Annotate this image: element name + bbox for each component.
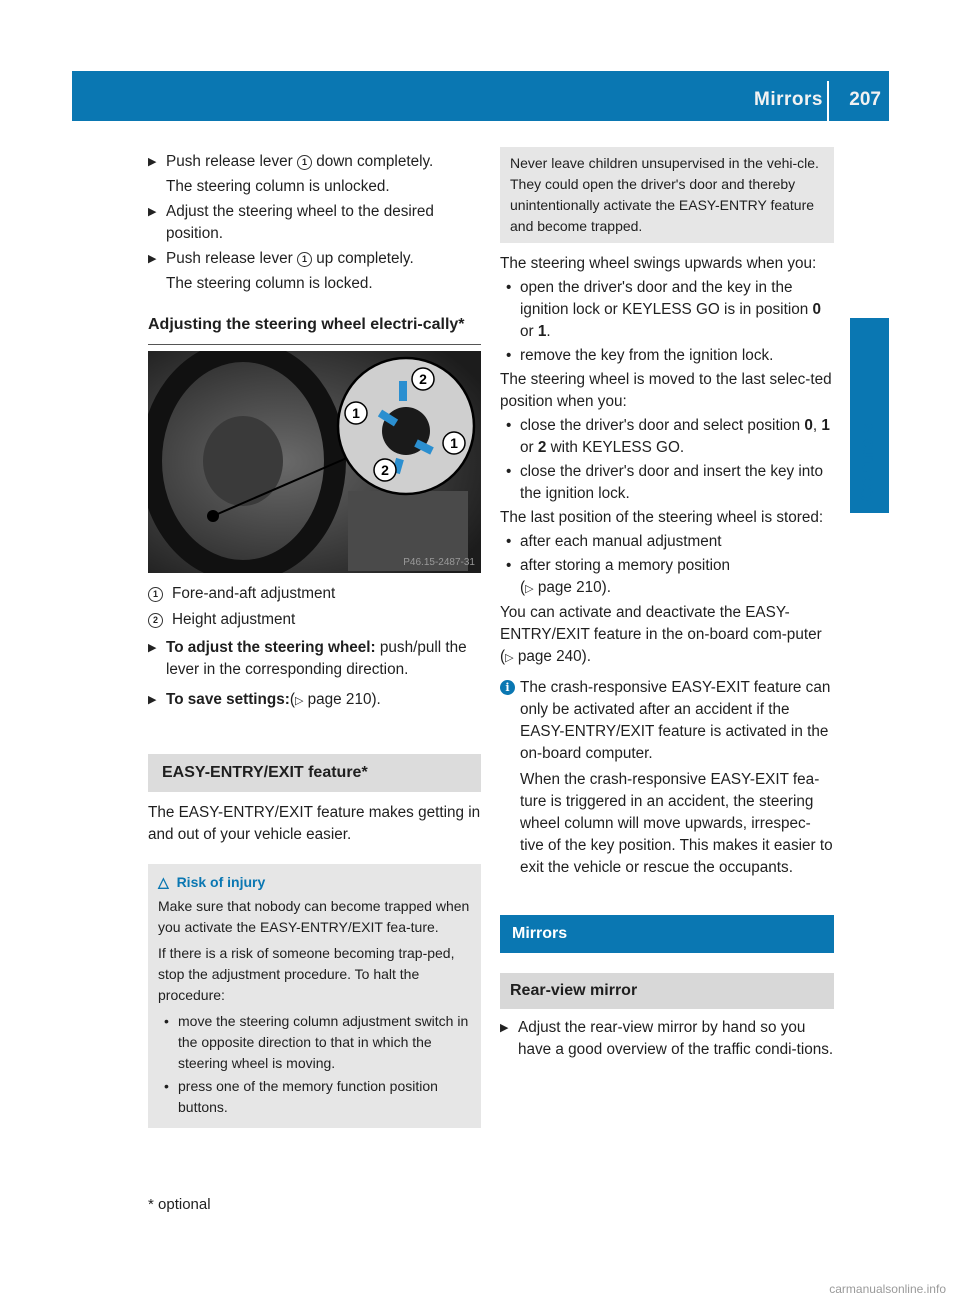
- result-locked: The steering column is locked.: [166, 275, 373, 292]
- step-arrow-icon: ▶: [148, 694, 157, 706]
- list-item: • move the steering column adjustment switch in the opposite direction to that in which the steering wheel is moving.: [164, 1013, 469, 1071]
- footnote: * optional: [148, 1196, 211, 1213]
- figure-callout-1-left: 1: [352, 405, 360, 421]
- bullet-icon: •: [164, 1013, 169, 1029]
- step-adjust-steering: ▶ To adjust the steering wheel: push/pull the lever in the corresponding direction.: [148, 639, 467, 678]
- step-arrow-icon: ▶: [500, 1022, 509, 1034]
- list-item: • press one of the memory function position buttons.: [164, 1078, 438, 1115]
- list-item: • open the driver's door and the key in the ignition lock or KEYLESS GO is in position 0 or 1.: [506, 279, 821, 340]
- warning-paragraph: If there is a risk of someone becoming trap-ped, stop the adjustment procedure. To halt the procedure:: [158, 945, 455, 1003]
- step-arrow-icon: ▶: [148, 642, 157, 654]
- section-heading-electric: Adjusting the steering wheel electri-cally*: [148, 313, 481, 345]
- page-ref-link[interactable]: page 210).: [537, 579, 611, 596]
- page-ref-icon: ▷: [294, 695, 304, 707]
- steering-wheel-figure: [148, 351, 481, 573]
- figure-callout-2-bottom: 2: [381, 462, 389, 478]
- warning-paragraph: Make sure that nobody can become trapped when you activate the EASY-ENTRY/EXIT fea-ture.: [158, 898, 470, 935]
- easy-entry-text: The EASY-ENTRY/EXIT feature makes getting in and out of your vehicle easier.: [148, 804, 481, 843]
- list-item: • after storing a memory position (▷ page 210).: [506, 557, 730, 596]
- swing-intro: The steering wheel swings upwards when you:: [500, 255, 817, 272]
- info-paragraph: When the crash-responsive EASY-EXIT fea-ture is triggered in an accident, the steering wheel column will move upwards, irrespec-tive of the key position. This makes it easier to exit the vehicle or rescue the occupants.: [520, 771, 833, 876]
- step-push-lever-down: ▶ Push release lever 1 down completely.: [148, 151, 481, 173]
- step-arrow-icon: ▶: [148, 156, 157, 168]
- easy-entry-heading: EASY-ENTRY/EXIT feature*: [148, 754, 481, 792]
- side-tab-label: Controls: [857, 422, 878, 501]
- page-ref-link[interactable]: page 210).: [307, 691, 381, 708]
- info-paragraph: The crash-responsive EASY-EXIT feature can only be activated after an accident if the EASY-ENTRY/EXIT feature is activated in the on-board computer.: [520, 679, 831, 762]
- info-icon: i: [500, 680, 515, 695]
- legend-item: 1 Fore-and-aft adjustment: [148, 583, 481, 605]
- figure-legend: [148, 583, 481, 631]
- stored-intro: The last position of the steering wheel is stored:: [500, 509, 824, 526]
- activate-text: You can activate and deactivate the EASY-ENTRY/EXIT feature in the on-board com-puter (▷ page 240).: [500, 604, 822, 665]
- header-section-title: Mirrors: [754, 89, 823, 110]
- list-item: • after each manual adjustment: [500, 531, 834, 553]
- bullet-icon: •: [506, 279, 512, 296]
- step-adjust-mirror: ▶ Adjust the rear-view mirror by hand so you have a good overview of the traffic condi-tions.: [500, 1019, 834, 1058]
- info-note: [500, 677, 834, 879]
- bullet-icon: •: [164, 1078, 169, 1094]
- step-arrow-icon: ▶: [148, 206, 157, 218]
- bullet-icon: •: [506, 417, 512, 434]
- page-number: 207: [849, 89, 881, 110]
- step-save-settings: ▶ To save settings:(▷ page 210).: [148, 689, 481, 712]
- page-ref-link[interactable]: page 240).: [517, 648, 591, 665]
- moved-intro: The steering wheel is moved to the last selec-ted position when you:: [500, 371, 832, 410]
- list-item: • close the driver's door and insert the key into the ignition lock.: [506, 463, 824, 502]
- header-divider: [827, 81, 829, 121]
- bullet-icon: •: [506, 347, 512, 364]
- result-unlocked: The steering column is unlocked.: [166, 178, 390, 195]
- warning-continuation: Never leave children unsupervised in the vehi-cle. They could open the driver's door and thereby unintentionally activate the EASY-ENTRY feature and become trapped.: [500, 147, 834, 243]
- left-column: [148, 151, 481, 1128]
- warning-title: △ Risk of injury: [158, 874, 266, 890]
- watermark: carmanualsonline.info: [829, 1282, 946, 1296]
- page-header: [72, 71, 889, 121]
- callout-1-icon: 1: [297, 155, 312, 170]
- step-push-lever-up: ▶ Push release lever 1 up completely.: [148, 248, 481, 270]
- callout-icon: 2: [148, 613, 163, 628]
- list-item: • remove the key from the ignition lock.: [500, 345, 834, 367]
- bullet-icon: •: [506, 557, 512, 574]
- legend-item: 2 Height adjustment: [148, 609, 481, 631]
- list-item: • close the driver's door and select position 0, 1 or 2 with KEYLESS GO.: [506, 417, 830, 456]
- step-arrow-icon: ▶: [148, 253, 157, 265]
- right-column: [500, 151, 834, 1064]
- bullet-icon: •: [506, 463, 512, 480]
- figure-callout-2-top: 2: [419, 371, 427, 387]
- warning-box: [148, 864, 481, 1128]
- warning-triangle-icon: △: [158, 874, 169, 890]
- rear-view-heading: Rear-view mirror: [500, 973, 834, 1009]
- figure-callout-1-right: 1: [450, 435, 458, 451]
- figure-code: P46.15-2487-31: [403, 557, 475, 568]
- page-ref-icon: ▷: [505, 652, 514, 664]
- callout-icon: 1: [148, 587, 163, 602]
- mirrors-heading: Mirrors: [500, 915, 834, 953]
- callout-1-icon: 1: [297, 252, 312, 267]
- page-ref-icon: ▷: [525, 583, 534, 595]
- step-adjust-wheel: ▶ Adjust the steering wheel to the desired position.: [148, 203, 434, 242]
- bullet-icon: •: [506, 533, 512, 550]
- steering-wheel-illustration: [148, 351, 481, 573]
